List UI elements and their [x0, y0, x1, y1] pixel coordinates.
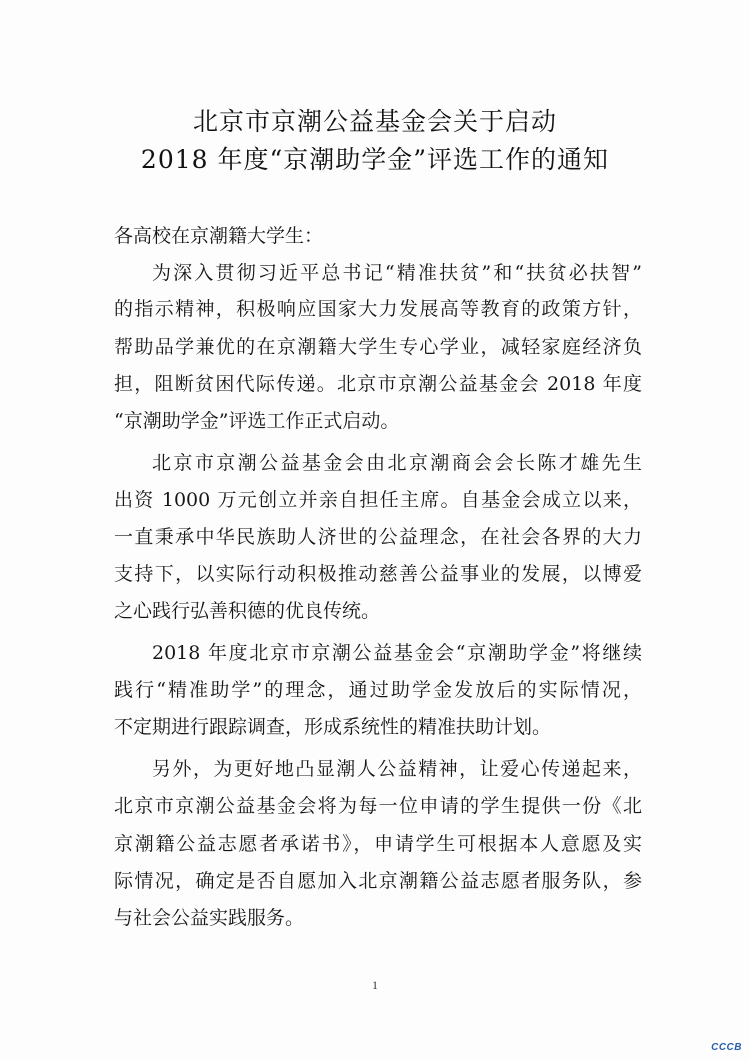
scanner-watermark-logo: CCCB: [711, 1042, 742, 1053]
paragraph-2-line-3: 一直秉承中华民族助人济世的公益理念，在社会各界的大力: [114, 526, 642, 548]
title-line-1: 北京市京潮公益基金会关于启动: [192, 107, 557, 136]
paragraph-4-line-5: 与社会公益实践服务。: [114, 907, 305, 929]
paragraph-3-line-3: 不定期进行跟踪调查，形成系统性的精准扶助计划。: [114, 716, 552, 738]
paragraph-4-line-2: 北京市京潮公益基金会将为每一位申请的学生提供一份《北: [114, 795, 642, 817]
salutation: 各高校在京潮籍大学生：: [114, 225, 324, 247]
paragraph-2-line-4: 支持下，以实际行动积极推动慈善公益事业的发展，以博爱: [114, 563, 642, 585]
paragraph-3-line-2: 践行“精准助学”的理念，通过助学金发放后的实际情况，: [114, 679, 642, 701]
paragraph-1-line-5: “京潮助学金”评选工作正式启动。: [114, 410, 400, 432]
paragraph-4-line-1: 另外，为更好地凸显潮人公益精神，让爱心传递起来，: [152, 758, 642, 780]
paragraph-1-line-2: 的指示精神，积极响应国家大力发展高等教育的政策方针，: [114, 298, 642, 320]
paragraph-1-line-3: 帮助品学兼优的在京潮籍大学生专心学业，减轻家庭经济负: [114, 336, 642, 358]
paragraph-1-line-1: 为深入贯彻习近平总书记“精准扶贫”和“扶贫必扶智”: [152, 262, 642, 284]
paragraph-4-line-4: 际情况，确定是否自愿加入北京潮籍公益志愿者服务队，参: [114, 870, 642, 892]
paragraph-3-line-1: 2018 年度北京市京潮公益基金会“京潮助学金”将继续: [152, 642, 642, 664]
page-number: 1: [372, 978, 378, 992]
title-line-2: 2018 年度“京潮助学金”评选工作的通知: [140, 145, 610, 174]
paragraph-1-line-4: 担，阻断贫困代际传递。北京市京潮公益基金会 2018 年度: [114, 373, 642, 395]
paragraph-4-line-3: 京潮籍公益志愿者承诺书》，申请学生可根据本人意愿及实: [114, 833, 642, 855]
paragraph-2-line-2: 出资 1000 万元创立并亲自担任主席。自基金会成立以来，: [114, 489, 642, 511]
paragraph-2-line-5: 之心践行弘善积德的优良传统。: [114, 600, 381, 622]
paragraph-2-line-1: 北京市京潮公益基金会由北京潮商会会长陈才雄先生: [152, 452, 642, 474]
